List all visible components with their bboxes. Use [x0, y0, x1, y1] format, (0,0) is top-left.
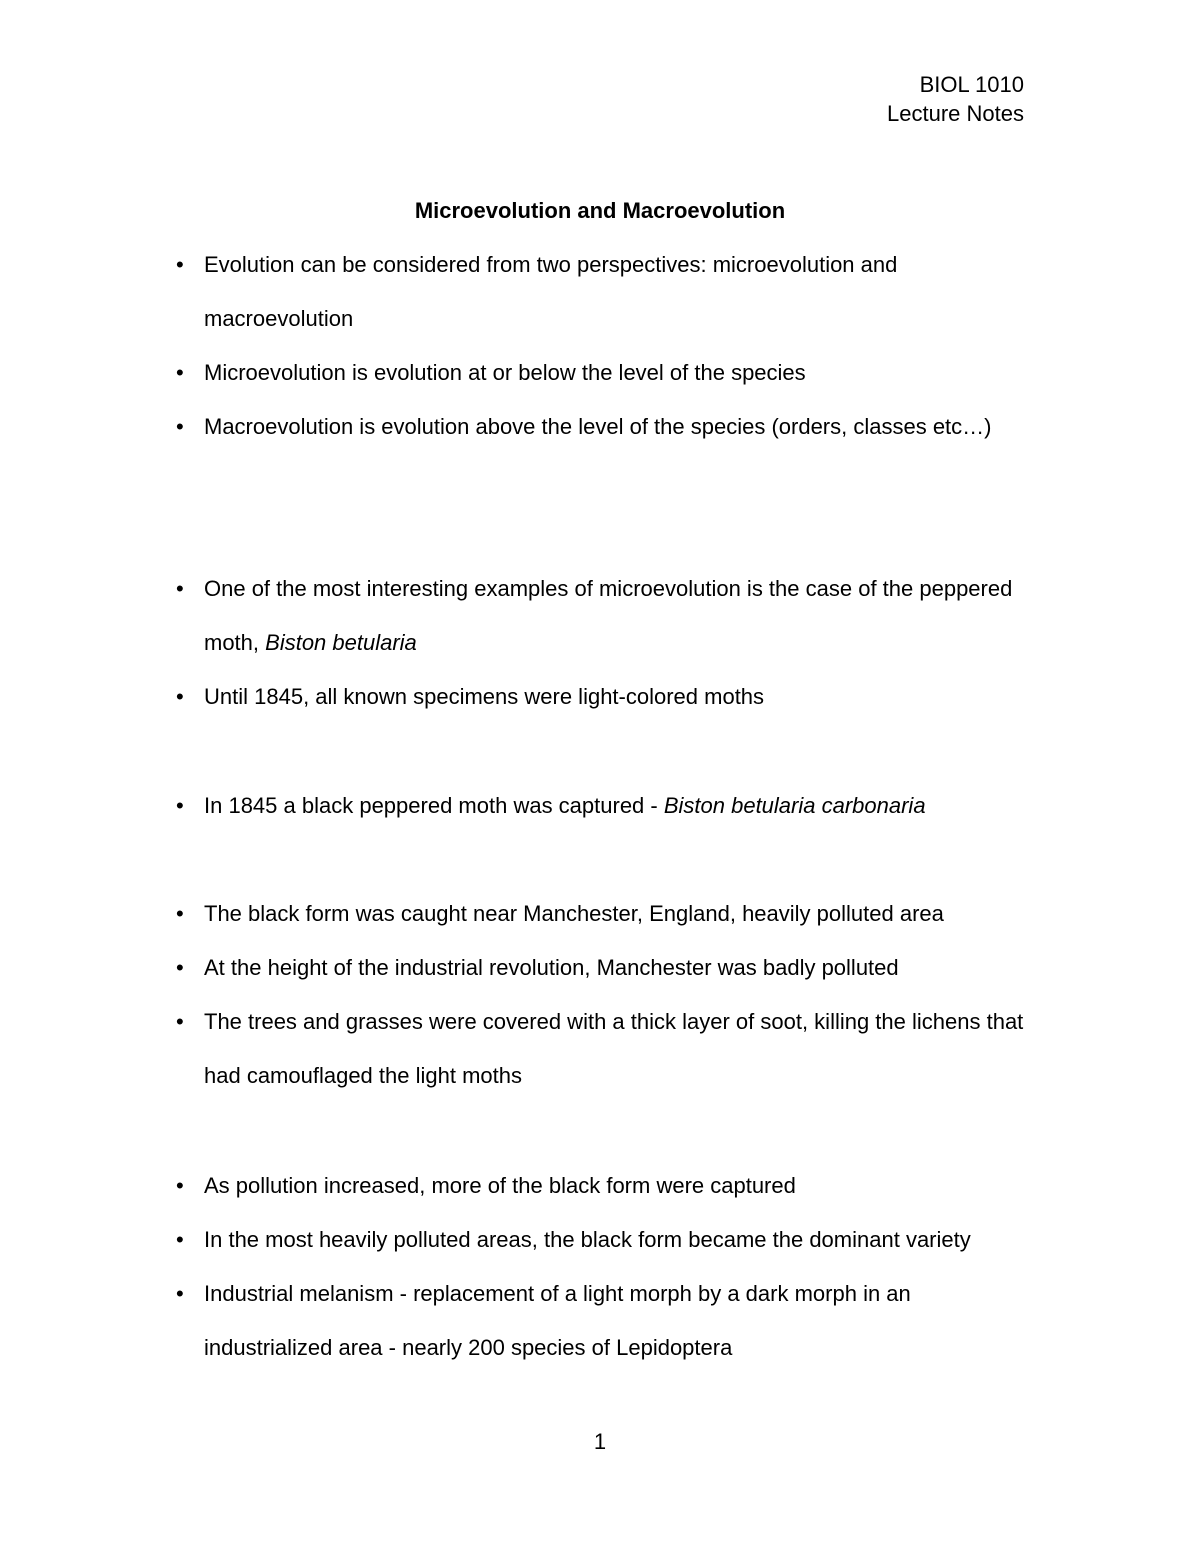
species-name: Biston betularia — [265, 630, 417, 655]
bullet-icon: • — [176, 793, 184, 818]
list-item — [176, 562, 1036, 670]
bullet-icon: • — [176, 360, 184, 385]
course-code: BIOL 1010 — [919, 72, 1024, 97]
list-item-plain-text: One of the most interesting examples of microevolution is the case of the peppered moth, — [204, 576, 1013, 655]
list-item — [176, 400, 1036, 454]
page-title: Microevolution and Macroevolution — [414, 198, 786, 223]
bullet-icon: • — [176, 1281, 184, 1306]
list-item — [176, 941, 1036, 995]
list-item-text: Industrial melanism - replacement of a light morph by a dark morph in an industrialized area - nearly 200 species of Lepidoptera — [204, 1281, 911, 1360]
bullet-icon: • — [176, 1227, 184, 1252]
list-item — [176, 670, 1036, 724]
list-item — [176, 238, 1036, 346]
list-item-text: The trees and grasses were covered with a thick layer of soot, killing the lichens that had camouflaged the light moths — [204, 1009, 1024, 1088]
list-item-text: Evolution can be considered from two perspectives: microevolution and macroevolution — [204, 252, 898, 331]
bullet-icon: • — [176, 252, 184, 277]
list-item — [176, 887, 1036, 941]
bullet-icon: • — [176, 1009, 184, 1034]
list-item-text: Microevolution is evolution at or below the level of the species — [204, 360, 806, 385]
list-item-text: At the height of the industrial revolution, Manchester was badly polluted — [204, 955, 899, 980]
list-item — [176, 1159, 1036, 1213]
page-number: 1 — [593, 1429, 607, 1454]
list-item-text: Until 1845, all known specimens were light-colored moths — [204, 684, 765, 709]
list-item — [176, 779, 1036, 833]
species-name: Biston betularia carbonaria — [663, 793, 926, 818]
document-header — [887, 70, 1024, 128]
bullet-icon: • — [176, 576, 184, 601]
list-item-text: In the most heavily polluted areas, the black form became the dominant variety — [204, 1227, 971, 1252]
list-item-text: Macroevolution is evolution above the level of the species (orders, classes etc…) — [204, 414, 992, 439]
list-item — [176, 1267, 1036, 1375]
bullet-icon: • — [176, 1173, 184, 1198]
list-item-text — [204, 562, 1036, 670]
list-item-text: The black form was caught near Manchester, England, heavily polluted area — [204, 901, 944, 926]
list-item-text: As pollution increased, more of the black form were captured — [204, 1173, 796, 1198]
header-subtitle: Lecture Notes — [887, 101, 1024, 126]
list-item-plain-text: In 1845 a black peppered moth was captured - — [204, 793, 664, 818]
bullet-icon: • — [176, 414, 184, 439]
bullet-icon: • — [176, 684, 184, 709]
list-item-text — [204, 779, 1036, 833]
bullet-icon: • — [176, 955, 184, 980]
list-item — [176, 995, 1036, 1103]
list-item — [176, 1213, 1036, 1267]
list-item — [176, 346, 1036, 400]
bullet-icon: • — [176, 901, 184, 926]
